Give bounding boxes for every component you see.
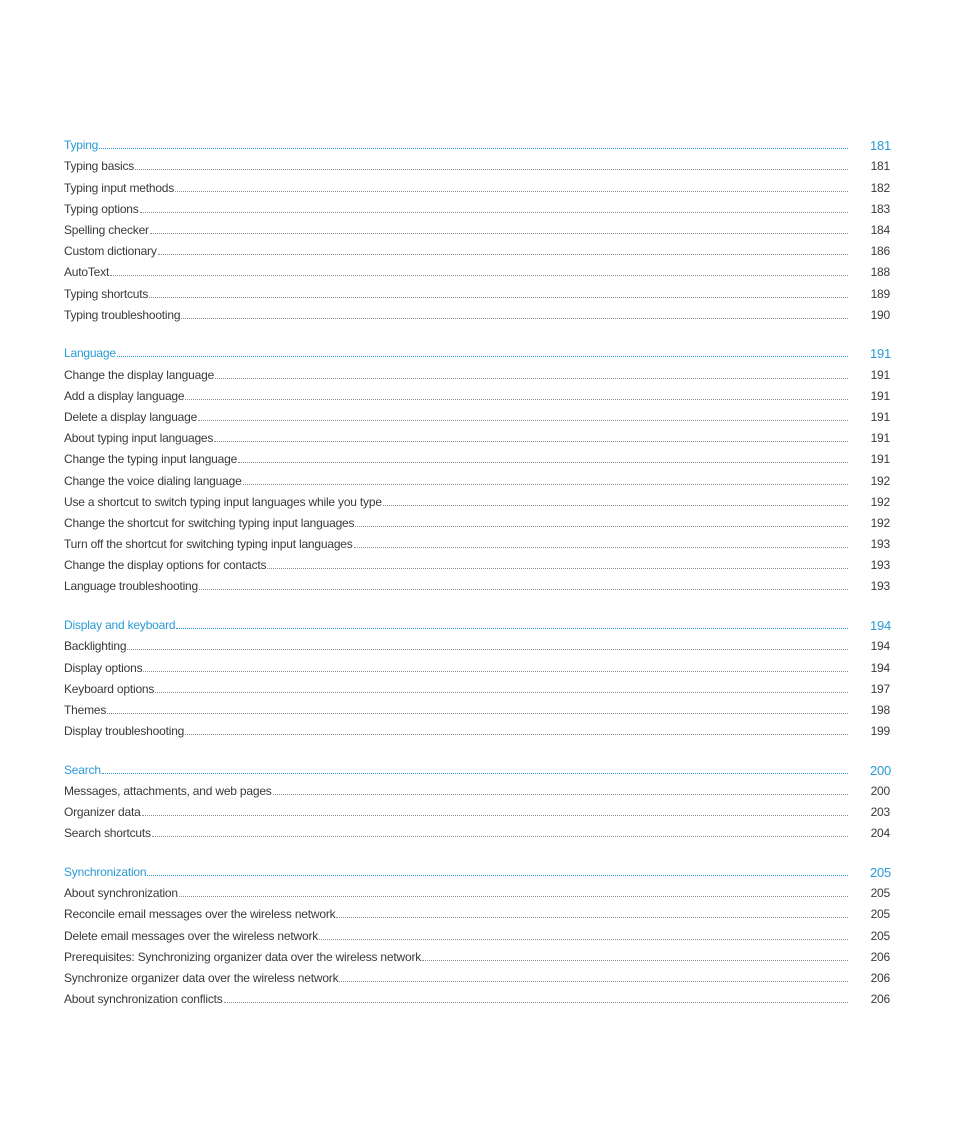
toc-entry[interactable] bbox=[64, 217, 890, 238]
toc-entry[interactable] bbox=[64, 259, 890, 280]
toc-entry[interactable] bbox=[64, 238, 890, 259]
toc-entry-title[interactable]: Delete email messages over the wireless network bbox=[64, 928, 319, 943]
dot-leader bbox=[215, 377, 848, 379]
dot-leader bbox=[140, 211, 848, 213]
dot-leader bbox=[185, 733, 848, 735]
toc-entry-page[interactable]: 190 bbox=[870, 307, 890, 322]
toc-entry-title[interactable]: Change the typing input language bbox=[64, 452, 238, 467]
toc-heading[interactable] bbox=[64, 757, 890, 778]
toc-entry-title[interactable]: Typing options bbox=[64, 201, 139, 216]
toc-entry[interactable] bbox=[64, 361, 890, 382]
toc-entry[interactable] bbox=[64, 153, 890, 174]
toc-heading-title[interactable]: Typing bbox=[64, 138, 99, 153]
dot-leader bbox=[175, 190, 848, 192]
dot-leader bbox=[117, 355, 848, 357]
toc-heading-page[interactable]: 200 bbox=[870, 762, 892, 778]
toc-entry-page[interactable]: 182 bbox=[870, 180, 890, 195]
toc-entry-title[interactable]: About synchronization conflicts bbox=[64, 992, 223, 1007]
toc-entry[interactable] bbox=[64, 880, 890, 901]
dot-leader bbox=[99, 147, 848, 149]
toc-entry-title[interactable]: Typing shortcuts bbox=[64, 286, 149, 301]
toc-entry[interactable] bbox=[64, 654, 890, 675]
toc-entry[interactable] bbox=[64, 489, 890, 510]
toc-entry[interactable] bbox=[64, 174, 890, 195]
toc-heading-page[interactable]: 205 bbox=[870, 865, 892, 880]
toc-entry-page[interactable]: 186 bbox=[870, 244, 890, 259]
dot-leader bbox=[198, 419, 848, 421]
dot-leader bbox=[267, 567, 848, 569]
toc-entry-title[interactable]: Keyboard options bbox=[64, 681, 155, 696]
toc-heading-title[interactable]: Synchronization bbox=[64, 865, 147, 879]
toc-entry[interactable] bbox=[64, 467, 890, 488]
dot-leader bbox=[238, 461, 848, 463]
toc-entry-page[interactable]: 191 bbox=[870, 388, 890, 403]
toc-entry-page[interactable]: 199 bbox=[870, 724, 890, 739]
toc-entry[interactable] bbox=[64, 820, 890, 841]
toc-entry[interactable] bbox=[64, 196, 890, 217]
toc-entry[interactable] bbox=[64, 986, 890, 1007]
dot-leader bbox=[158, 253, 848, 255]
toc-entry-title[interactable]: Prerequisites: Synchronizing organizer data over the wireless network bbox=[64, 949, 422, 964]
toc-entry-title[interactable]: Display troubleshooting bbox=[64, 724, 185, 739]
toc-entry[interactable] bbox=[64, 697, 890, 718]
toc-entry-page[interactable]: 204 bbox=[870, 826, 890, 841]
toc-entry-title[interactable]: Typing troubleshooting bbox=[64, 307, 181, 322]
toc-entry[interactable] bbox=[64, 531, 890, 552]
dot-leader bbox=[214, 440, 848, 442]
toc-entry-page[interactable]: 192 bbox=[870, 494, 890, 509]
toc-section-search bbox=[64, 757, 890, 842]
dot-leader bbox=[110, 274, 848, 276]
dot-leader bbox=[354, 546, 848, 548]
toc-entry-page[interactable]: 192 bbox=[870, 473, 890, 488]
toc-entry-title[interactable]: Change the display options for contacts bbox=[64, 558, 267, 573]
toc-heading[interactable] bbox=[64, 132, 890, 153]
dot-leader bbox=[142, 814, 848, 816]
toc-entry[interactable] bbox=[64, 799, 890, 820]
toc-entry[interactable] bbox=[64, 404, 890, 425]
toc-entry-title[interactable]: Use a shortcut to switch typing input languages while you type bbox=[64, 494, 382, 509]
dot-leader bbox=[355, 525, 848, 527]
toc-entry-title[interactable]: Delete a display language bbox=[64, 409, 198, 424]
toc-entry-title[interactable]: About synchronization bbox=[64, 886, 178, 901]
table-of-contents bbox=[64, 132, 890, 1007]
toc-entry-page[interactable]: 189 bbox=[870, 286, 890, 301]
toc-entry-page[interactable]: 184 bbox=[870, 222, 890, 237]
toc-entry-page[interactable]: 183 bbox=[870, 201, 890, 216]
dot-leader bbox=[127, 648, 848, 650]
toc-entry[interactable] bbox=[64, 425, 890, 446]
dot-leader bbox=[181, 317, 848, 319]
toc-entry-page[interactable]: 191 bbox=[870, 367, 890, 382]
toc-entry[interactable] bbox=[64, 510, 890, 531]
toc-entry-title[interactable]: Change the voice dialing language bbox=[64, 473, 242, 488]
dot-leader bbox=[273, 793, 848, 795]
dot-leader bbox=[422, 959, 848, 961]
dot-leader bbox=[152, 835, 848, 837]
toc-entry-title[interactable]: Reconcile email messages over the wireless network bbox=[64, 907, 336, 922]
dot-leader bbox=[149, 296, 848, 298]
toc-entry-page[interactable]: 205 bbox=[870, 928, 890, 943]
toc-entry-page[interactable]: 193 bbox=[870, 558, 890, 573]
dot-leader bbox=[319, 938, 848, 940]
toc-entry-title[interactable]: Add a display language bbox=[64, 388, 185, 403]
toc-entry-page[interactable]: 198 bbox=[870, 702, 890, 717]
toc-entry[interactable] bbox=[64, 778, 890, 799]
dot-leader bbox=[243, 483, 848, 485]
toc-entry[interactable] bbox=[64, 633, 890, 654]
toc-entry[interactable] bbox=[64, 965, 890, 986]
toc-entry[interactable] bbox=[64, 901, 890, 922]
toc-entry-title[interactable]: Organizer data bbox=[64, 805, 141, 820]
toc-entry[interactable] bbox=[64, 944, 890, 965]
toc-entry-page[interactable]: 206 bbox=[870, 992, 890, 1007]
dot-leader bbox=[135, 168, 848, 170]
toc-entry-title[interactable]: Language troubleshooting bbox=[64, 579, 198, 594]
toc-heading-page[interactable]: 194 bbox=[870, 618, 892, 634]
toc-entry-title[interactable]: Display options bbox=[64, 660, 143, 675]
toc-heading-title[interactable]: Language bbox=[64, 346, 116, 361]
toc-entry-page[interactable]: 192 bbox=[870, 515, 890, 530]
toc-section-synchronization bbox=[64, 859, 890, 1007]
dot-leader bbox=[336, 916, 848, 918]
dot-leader bbox=[199, 588, 848, 590]
toc-entry-title[interactable]: Themes bbox=[64, 702, 107, 717]
toc-entry[interactable] bbox=[64, 280, 890, 301]
dot-leader bbox=[102, 772, 848, 774]
toc-entry-title[interactable]: AutoText bbox=[64, 265, 110, 280]
toc-entry-page[interactable]: 193 bbox=[870, 537, 890, 552]
toc-entry-page[interactable]: 203 bbox=[870, 805, 890, 820]
dot-leader bbox=[107, 712, 848, 714]
toc-heading-page[interactable]: 191 bbox=[870, 346, 892, 362]
toc-entry[interactable] bbox=[64, 573, 890, 594]
dot-leader bbox=[179, 895, 848, 897]
toc-entry-page[interactable]: 206 bbox=[870, 949, 890, 964]
toc-entry-page[interactable]: 193 bbox=[870, 579, 890, 594]
toc-heading[interactable] bbox=[64, 859, 890, 880]
toc-entry-page[interactable]: 191 bbox=[870, 409, 890, 424]
toc-entry-page[interactable]: 200 bbox=[870, 783, 890, 798]
toc-entry-page[interactable]: 191 bbox=[870, 452, 890, 467]
toc-heading-page[interactable]: 181 bbox=[870, 138, 892, 154]
toc-entry[interactable] bbox=[64, 552, 890, 573]
toc-entry-title[interactable]: Search shortcuts bbox=[64, 826, 151, 841]
toc-entry-title[interactable]: Messages, attachments, and web pages bbox=[64, 783, 272, 798]
toc-entry[interactable] bbox=[64, 718, 890, 739]
dot-leader bbox=[147, 874, 848, 876]
toc-entry-page[interactable]: 194 bbox=[870, 660, 890, 675]
toc-entry-page[interactable]: 191 bbox=[870, 431, 890, 446]
dot-leader bbox=[224, 1001, 848, 1003]
toc-entry[interactable] bbox=[64, 446, 890, 467]
toc-section-language bbox=[64, 340, 890, 594]
toc-heading[interactable] bbox=[64, 612, 890, 633]
toc-heading-title[interactable]: Search bbox=[64, 762, 101, 777]
toc-entry-page[interactable]: 188 bbox=[870, 265, 890, 280]
toc-entry-page[interactable]: 194 bbox=[870, 639, 890, 654]
toc-entry[interactable] bbox=[64, 302, 890, 323]
dot-leader bbox=[185, 398, 848, 400]
toc-entry-title[interactable]: Change the shortcut for switching typing input languages bbox=[64, 515, 355, 530]
toc-entry[interactable] bbox=[64, 383, 890, 404]
dot-leader bbox=[383, 504, 848, 506]
toc-entry-page[interactable]: 206 bbox=[870, 970, 890, 985]
toc-entry-page[interactable]: 205 bbox=[870, 907, 890, 922]
dot-leader bbox=[339, 980, 848, 982]
toc-entry[interactable] bbox=[64, 676, 890, 697]
dot-leader bbox=[176, 627, 848, 629]
toc-heading-title[interactable]: Display and keyboard bbox=[64, 618, 176, 633]
toc-entry-title[interactable]: Spelling checker bbox=[64, 222, 149, 237]
toc-entry-title[interactable]: Backlighting bbox=[64, 639, 127, 654]
toc-entry-title[interactable]: About typing input languages bbox=[64, 431, 214, 446]
dot-leader bbox=[150, 232, 848, 234]
toc-entry-page[interactable]: 205 bbox=[870, 886, 890, 901]
toc-entry-title[interactable]: Typing input methods bbox=[64, 180, 175, 195]
toc-section-typing bbox=[64, 132, 890, 323]
toc-entry[interactable] bbox=[64, 922, 890, 943]
toc-entry-page[interactable]: 197 bbox=[870, 681, 890, 696]
toc-entry-title[interactable]: Synchronize organizer data over the wireless network bbox=[64, 970, 339, 985]
toc-entry-title[interactable]: Custom dictionary bbox=[64, 244, 157, 259]
dot-leader bbox=[143, 670, 848, 672]
dot-leader bbox=[155, 691, 848, 693]
toc-entry-title[interactable]: Change the display language bbox=[64, 367, 215, 382]
toc-section-display-and-keyboard bbox=[64, 612, 890, 739]
toc-entry-title[interactable]: Typing basics bbox=[64, 159, 135, 174]
toc-heading[interactable] bbox=[64, 340, 890, 361]
toc-entry-title[interactable]: Turn off the shortcut for switching typing input languages bbox=[64, 537, 353, 552]
toc-entry-page[interactable]: 181 bbox=[870, 159, 890, 174]
